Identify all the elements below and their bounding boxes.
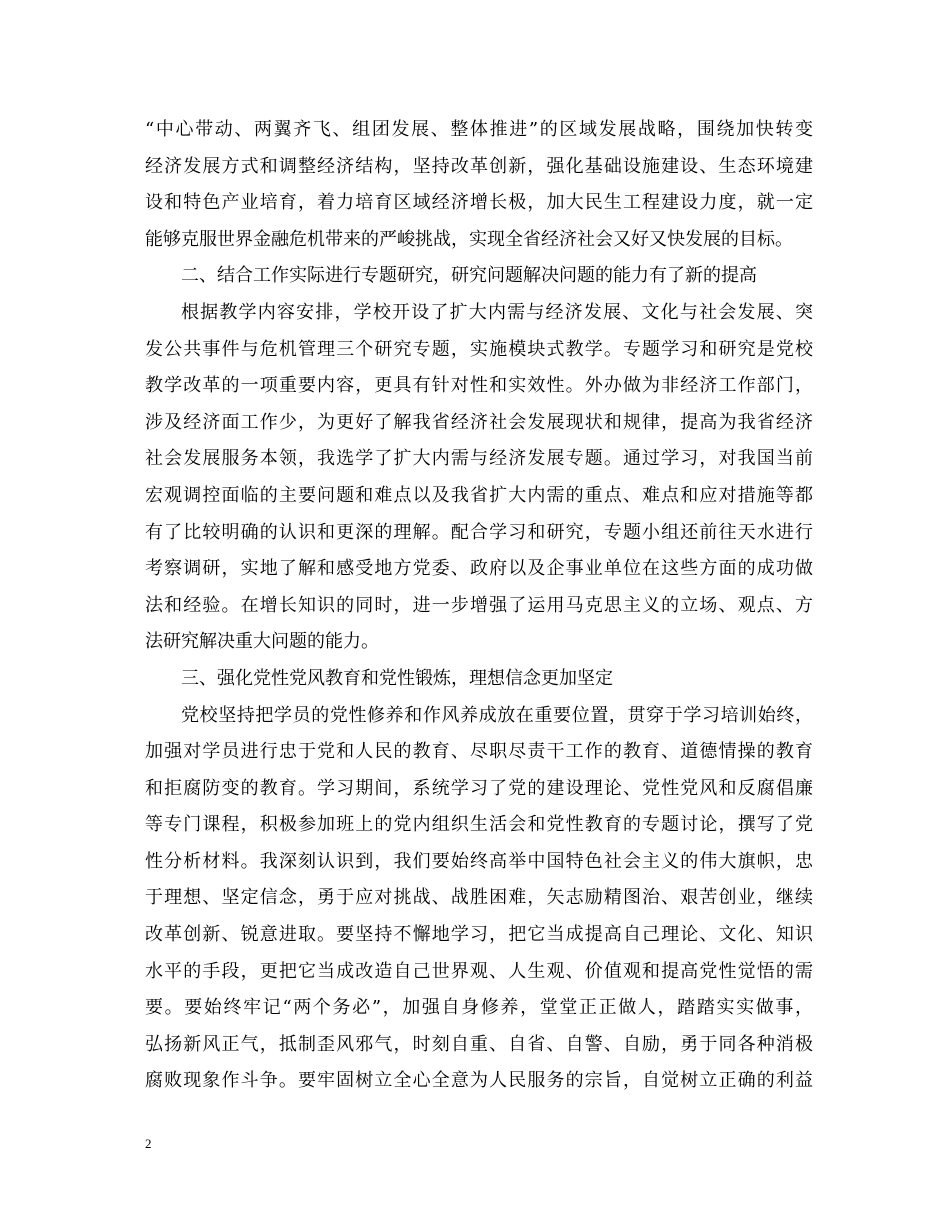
text-line: 等专门课程，积极参加班上的党内组织生活会和党性教育的专题讨论，撰写了党: [145, 814, 813, 836]
text-line: 根据教学内容安排，学校开设了扩大内需与经济发展、文化与社会发展、突: [181, 301, 813, 323]
text-line: 考察调研，实地了解和感受地方党委、政府以及企事业单位在这些方面的成功做: [145, 558, 813, 580]
text-line: 二、结合工作实际进行专题研究，研究问题解决问题的能力有了新的提高: [181, 265, 757, 287]
document-body: [145, 112, 813, 1100]
text-line: 水平的手段，更把它当成改造自己世界观、人生观、价值观和提高党性觉悟的需: [145, 960, 813, 982]
text-line: 三、强化党性党风教育和党性锻炼，理想信念更加坚定: [181, 667, 613, 689]
text-line: 加强对学员进行忠于党和人民的教育、尽职尽责干工作的教育、道德情操的教育: [145, 741, 813, 763]
text-line: 改革创新、锐意进取。要坚持不懈地学习，把它当成提高自己理论、文化、知识: [145, 924, 813, 946]
page-number: 2: [145, 1136, 152, 1151]
text-line: 能够克服世界金融危机带来的严峻挑战，实现全省经济社会又好又快发展的目标。: [145, 228, 793, 250]
text-line: 设和特色产业培育，着力培育区域经济增长极，加大民生工程建设力度，就一定: [145, 192, 813, 214]
text-line: 有了比较明确的认识和更深的理解。配合学习和研究，专题小组还前往天水进行: [145, 521, 813, 543]
text-line: 党校坚持把学员的党性修养和作风养成放在重要位置，贯穿于学习培训始终，: [181, 704, 813, 726]
text-line: 发公共事件与危机管理三个研究专题，实施模块式教学。专题学习和研究是党校: [145, 338, 813, 360]
text-line: 教学改革的一项重要内容，更具有针对性和实效性。外办做为非经济工作部门，: [145, 375, 813, 397]
text-line: 弘扬新风正气，抵制歪风邪气，时刻自重、自省、自警、自励，勇于同各种消极: [145, 1033, 813, 1055]
text-line: 宏观调控面临的主要问题和难点以及我省扩大内需的重点、难点和应对措施等都: [145, 484, 813, 506]
text-line: 法和经验。在增长知识的同时，进一步增强了运用马克思主义的立场、观点、方: [145, 594, 813, 616]
text-line: 于理想、坚定信念，勇于应对挑战、战胜困难，矢志励精图治、艰苦创业，继续: [145, 887, 813, 909]
text-line: 和拒腐防变的教育。学习期间，系统学习了党的建设理论、党性党风和反腐倡廉: [145, 777, 813, 799]
text-line: 腐败现象作斗争。要牢固树立全心全意为人民服务的宗旨，自觉树立正确的利益: [145, 1070, 813, 1092]
text-line: 经济发展方式和调整经济结构，坚持改革创新，强化基础设施建设、生态环境建: [145, 155, 813, 177]
text-line: 要。要始终牢记“两个务必”，加强自身修养，堂堂正正做人，踏踏实实做事，: [145, 997, 813, 1019]
text-line: 社会发展服务本领，我选学了扩大内需与经济发展专题。通过学习，对我国当前: [145, 448, 813, 470]
text-line: 法研究解决重大问题的能力。: [145, 631, 379, 653]
text-line: 性分析材料。我深刻认识到，我们要始终高举中国特色社会主义的伟大旗帜，忠: [145, 850, 813, 872]
text-line: “中心带动、两翼齐飞、组团发展、整体推进”的区域发展战略，围绕加快转变: [145, 119, 813, 140]
text-line: 涉及经济面工作少，为更好了解我省经济社会发展现状和规律，提高为我省经济: [145, 411, 813, 433]
